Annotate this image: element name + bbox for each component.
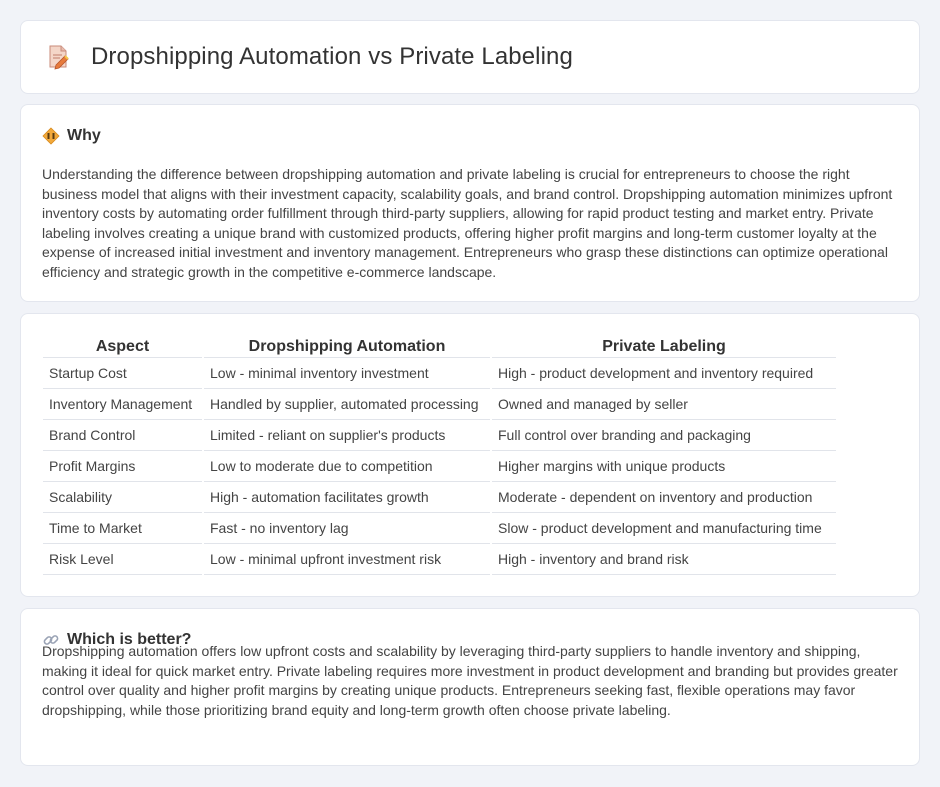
table-row (43, 451, 836, 482)
why-title: Why (67, 127, 101, 144)
comparison-section (20, 313, 920, 597)
table-cell: Time to Market (43, 513, 202, 544)
page-title: Dropshipping Automation vs Private Labeling (91, 43, 573, 70)
table-cell: High - automation facilitates growth (204, 482, 490, 513)
table-row (43, 420, 836, 451)
comparison-table (41, 336, 838, 575)
table-cell: Higher margins with unique products (492, 451, 836, 482)
table-header-row (43, 336, 836, 358)
table-cell: Fast - no inventory lag (204, 513, 490, 544)
table-cell: Startup Cost (43, 358, 202, 389)
why-paragraph: Understanding the difference between dropshipping automation and private labeling is crucial for entrepreneurs to choose the right business model that aligns with their investment capacity, scalability goals, and brand control. Dropshipping automation minimizes upfront inventory costs by automating order fulfillment through third-party suppliers, allowing for rapid product testing and market entry. Private labeling involves creating a unique brand with customized products, offering higher profit margins and long-term customer loyalty at the expense of increased initial investment and inventory management. Entrepreneurs who grasp these distinctions can optimize operational efficiency and strategic growth in the competitive e-commerce landscape. (42, 166, 893, 280)
table-row (43, 544, 836, 575)
table-row (43, 482, 836, 513)
table-cell: Owned and managed by seller (492, 389, 836, 420)
table-row (43, 513, 836, 544)
document-edit-icon (45, 44, 71, 70)
table-cell: Handled by supplier, automated processing (204, 389, 490, 420)
diamond-warning-icon (42, 127, 60, 145)
table-cell: Inventory Management (43, 389, 202, 420)
table-cell: Low - minimal upfront investment risk (204, 544, 490, 575)
table-cell: Scalability (43, 482, 202, 513)
table-cell: Risk Level (43, 544, 202, 575)
table-row (43, 358, 836, 389)
header-card (20, 20, 920, 94)
why-section (20, 104, 920, 302)
table-cell: Low to moderate due to competition (204, 451, 490, 482)
column-header-dropshipping: Dropshipping Automation (204, 336, 490, 358)
table-cell: Profit Margins (43, 451, 202, 482)
table-cell: Full control over branding and packaging (492, 420, 836, 451)
table-cell: High - product development and inventory required (492, 358, 836, 389)
table-cell: Brand Control (43, 420, 202, 451)
column-header-private-labeling: Private Labeling (492, 336, 836, 358)
table-cell: Moderate - dependent on inventory and production (492, 482, 836, 513)
table-cell: High - inventory and brand risk (492, 544, 836, 575)
table-cell: Limited - reliant on supplier's products (204, 420, 490, 451)
column-header-aspect: Aspect (43, 336, 202, 358)
table-cell: Slow - product development and manufacturing time (492, 513, 836, 544)
table-row (43, 389, 836, 420)
which-is-better-title: Which is better? (67, 631, 192, 648)
which-is-better-section (20, 608, 920, 766)
table-cell: Low - minimal inventory investment (204, 358, 490, 389)
which-is-better-paragraph: Dropshipping automation offers low upfront costs and scalability by leveraging third-party suppliers to handle inventory and shipping, making it ideal for quick market entry. Private labeling requires more investment in product development and branding but provides greater control over quality and higher profit margins by creating unique products. Entrepreneurs seeking fast, flexible operations may favor dropshipping, while those prioritizing brand equity and long-term growth often choose private labeling. (42, 643, 898, 718)
